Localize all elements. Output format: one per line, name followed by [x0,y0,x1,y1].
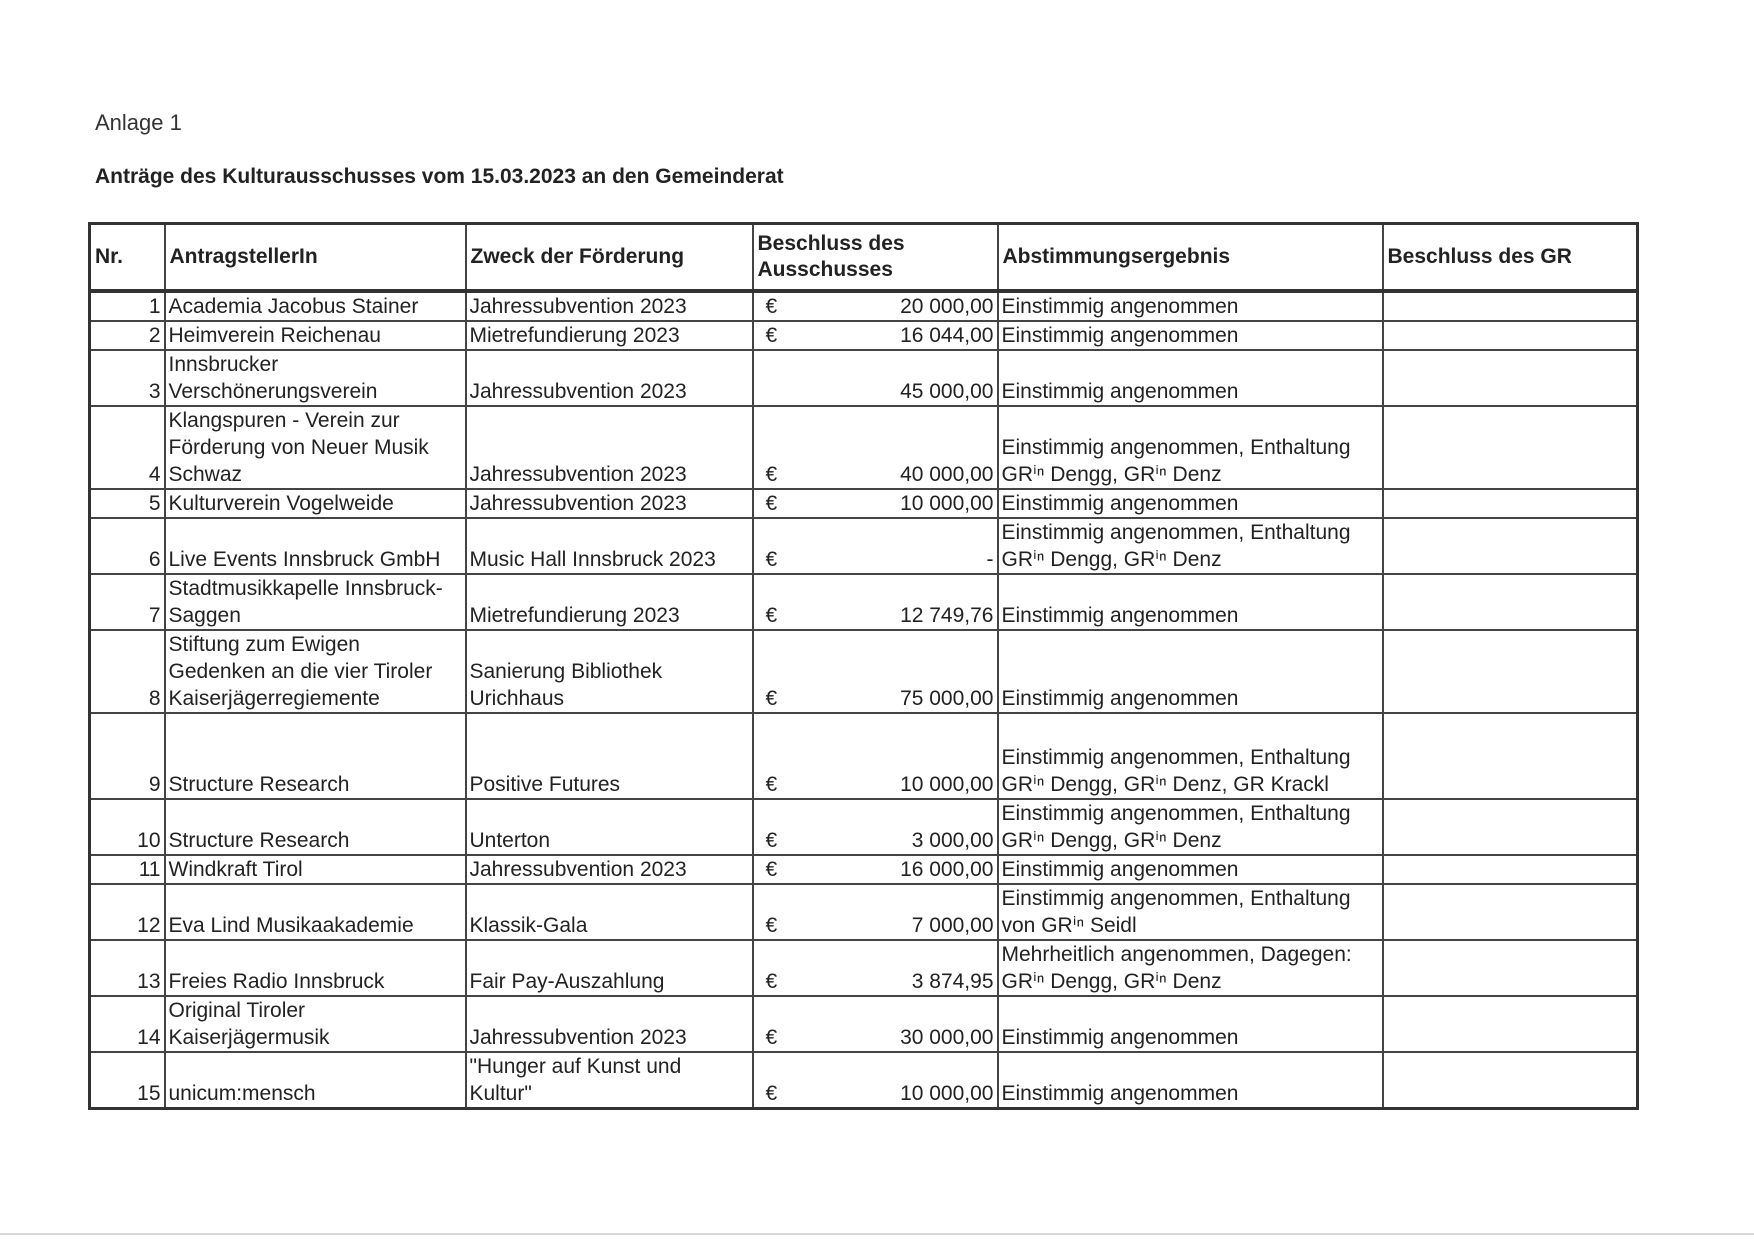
table-row [90,855,1638,884]
header-beschluss-ausschuss: Beschluss des Ausschusses [753,224,998,292]
purpose-cell: Mietrefundierung 2023 [466,321,753,350]
vote-result-cell: Mehrheitlich angenommen, Dagegen: GRⁱⁿ Dengg, GRⁱⁿ Denz [998,940,1383,996]
council-decision-cell [1383,350,1638,406]
row-number: 10 [90,799,165,855]
council-decision-cell [1383,574,1638,630]
council-decision-cell [1383,518,1638,574]
amount-value: - [986,548,994,571]
amount-cell [753,799,998,855]
amount-value: 10 000,00 [900,1082,994,1105]
amount-value: 45 000,00 [900,380,994,403]
vote-result-cell: Einstimmig angenommen, Enthaltung GRⁱⁿ Dengg, GRⁱⁿ Denz [998,799,1383,855]
vote-result-cell: Einstimmig angenommen, Enthaltung von GRⁱⁿ Seidl [998,884,1383,940]
currency-symbol: € [765,1026,778,1049]
council-decision-cell [1383,940,1638,996]
applicant-cell: Innsbrucker Verschönerungsverein [165,350,466,406]
amount-cell [753,940,998,996]
amount-cell [753,489,998,518]
council-decision-cell [1383,321,1638,350]
amount-cell [753,291,998,321]
amount-cell [753,884,998,940]
currency-symbol: € [765,1082,778,1105]
row-number: 7 [90,574,165,630]
purpose-cell: Jahressubvention 2023 [466,855,753,884]
vote-result-cell: Einstimmig angenommen [998,350,1383,406]
table-row [90,940,1638,996]
council-decision-cell [1383,855,1638,884]
currency-symbol: € [765,829,778,852]
amount-cell [753,518,998,574]
table-row [90,630,1638,713]
amount-value: 16 044,00 [900,324,994,347]
currency-symbol: € [765,324,778,347]
amount-value: 40 000,00 [900,463,994,486]
row-number: 11 [90,855,165,884]
council-decision-cell [1383,630,1638,713]
row-number: 12 [90,884,165,940]
applicant-cell: Structure Research [165,799,466,855]
amount-value: 30 000,00 [900,1026,994,1049]
vote-result-cell: Einstimmig angenommen [998,574,1383,630]
table-row [90,291,1638,321]
annex-label: Anlage 1 [95,110,182,135]
applicant-cell: Eva Lind Musikaakademie [165,884,466,940]
purpose-cell: Sanierung Bibliothek Urichhaus [466,630,753,713]
purpose-cell: Klassik-Gala [466,884,753,940]
council-decision-cell [1383,799,1638,855]
header-abstimmung: Abstimmungsergebnis [998,224,1383,292]
applicant-cell: Stiftung zum Ewigen Gedenken an die vier Tiroler Kaiserjägerregiemente [165,630,466,713]
amount-value: 10 000,00 [900,773,994,796]
currency-symbol: € [765,604,778,627]
applicant-cell: Heimverein Reichenau [165,321,466,350]
applicant-cell: unicum:mensch [165,1052,466,1109]
amount-value: 3 874,95 [911,970,994,993]
purpose-cell: Positive Futures [466,713,753,799]
vote-result-cell: Einstimmig angenommen, Enthaltung GRⁱⁿ Dengg, GRⁱⁿ Denz [998,518,1383,574]
amount-value: 75 000,00 [900,687,994,710]
vote-result-cell: Einstimmig angenommen [998,489,1383,518]
row-number: 3 [90,350,165,406]
page-edge-line [0,1233,1754,1235]
amount-cell [753,996,998,1052]
row-number: 9 [90,713,165,799]
purpose-cell: Mietrefundierung 2023 [466,574,753,630]
currency-symbol: € [765,858,778,881]
amount-cell [753,574,998,630]
amount-value: 7 000,00 [911,914,994,937]
amount-value: 3 000,00 [911,829,994,852]
applicant-cell: Academia Jacobus Stainer [165,291,466,321]
amount-value: 20 000,00 [900,295,994,318]
council-decision-cell [1383,489,1638,518]
vote-result-cell: Einstimmig angenommen [998,855,1383,884]
vote-result-cell: Einstimmig angenommen, Enthaltung GRⁱⁿ Dengg, GRⁱⁿ Denz [998,406,1383,489]
purpose-cell: Jahressubvention 2023 [466,291,753,321]
table-row [90,574,1638,630]
table-row [90,406,1638,489]
currency-symbol: € [765,914,778,937]
council-decision-cell [1383,884,1638,940]
currency-symbol: € [765,548,778,571]
purpose-cell: Jahressubvention 2023 [466,489,753,518]
row-number: 4 [90,406,165,489]
table-row [90,321,1638,350]
table-header-row [90,224,1638,292]
table-row [90,884,1638,940]
vote-result-cell: Einstimmig angenommen [998,321,1383,350]
amount-value: 12 749,76 [900,604,994,627]
purpose-cell: Jahressubvention 2023 [466,996,753,1052]
amount-cell [753,713,998,799]
table-row [90,799,1638,855]
vote-result-cell: Einstimmig angenommen, Enthaltung GRⁱⁿ Dengg, GRⁱⁿ Denz, GR Krackl [998,713,1383,799]
applications-table [88,222,1639,1110]
row-number: 6 [90,518,165,574]
currency-symbol: € [765,295,778,318]
document-title: Anträge des Kulturausschusses vom 15.03.2023 an den Gemeinderat [95,165,784,188]
currency-symbol: € [765,773,778,796]
vote-result-cell: Einstimmig angenommen [998,996,1383,1052]
vote-result-cell: Einstimmig angenommen [998,630,1383,713]
row-number: 14 [90,996,165,1052]
table-row [90,713,1638,799]
purpose-cell: Fair Pay-Auszahlung [466,940,753,996]
header-nr: Nr. [90,224,165,292]
amount-cell [753,630,998,713]
applicant-cell: Structure Research [165,713,466,799]
council-decision-cell [1383,996,1638,1052]
amount-cell [753,406,998,489]
row-number: 15 [90,1052,165,1109]
row-number: 2 [90,321,165,350]
currency-symbol: € [765,492,778,515]
amount-cell [753,1052,998,1109]
table-row [90,996,1638,1052]
purpose-cell: Unterton [466,799,753,855]
row-number: 5 [90,489,165,518]
amount-cell [753,321,998,350]
table-row [90,518,1638,574]
applicant-cell: Kulturverein Vogelweide [165,489,466,518]
applicant-cell: Windkraft Tirol [165,855,466,884]
row-number: 13 [90,940,165,996]
amount-cell [753,350,998,406]
amount-value: 16 000,00 [900,858,994,881]
applicant-cell: Freies Radio Innsbruck [165,940,466,996]
vote-result-cell: Einstimmig angenommen [998,291,1383,321]
applicant-cell: Original Tiroler Kaiserjägermusik [165,996,466,1052]
table-row [90,1052,1638,1109]
amount-value: 10 000,00 [900,492,994,515]
council-decision-cell [1383,713,1638,799]
table-row [90,350,1638,406]
currency-symbol: € [765,463,778,486]
header-zweck: Zweck der Förderung [466,224,753,292]
applicant-cell: Live Events Innsbruck GmbH [165,518,466,574]
applicant-cell: Stadtmusikkapelle Innsbruck- Saggen [165,574,466,630]
purpose-cell: Jahressubvention 2023 [466,350,753,406]
currency-symbol: € [765,970,778,993]
table-row [90,489,1638,518]
header-antragsteller: AntragstellerIn [165,224,466,292]
council-decision-cell [1383,406,1638,489]
vote-result-cell: Einstimmig angenommen [998,1052,1383,1109]
purpose-cell: Jahressubvention 2023 [466,406,753,489]
council-decision-cell [1383,291,1638,321]
row-number: 8 [90,630,165,713]
table-body [90,291,1638,1109]
row-number: 1 [90,291,165,321]
header-beschluss-gr: Beschluss des GR [1383,224,1638,292]
purpose-cell: Music Hall Innsbruck 2023 [466,518,753,574]
council-decision-cell [1383,1052,1638,1109]
amount-cell [753,855,998,884]
purpose-cell: "Hunger auf Kunst und Kultur" [466,1052,753,1109]
currency-symbol: € [765,687,778,710]
applicant-cell: Klangspuren - Verein zur Förderung von Neuer Musik Schwaz [165,406,466,489]
